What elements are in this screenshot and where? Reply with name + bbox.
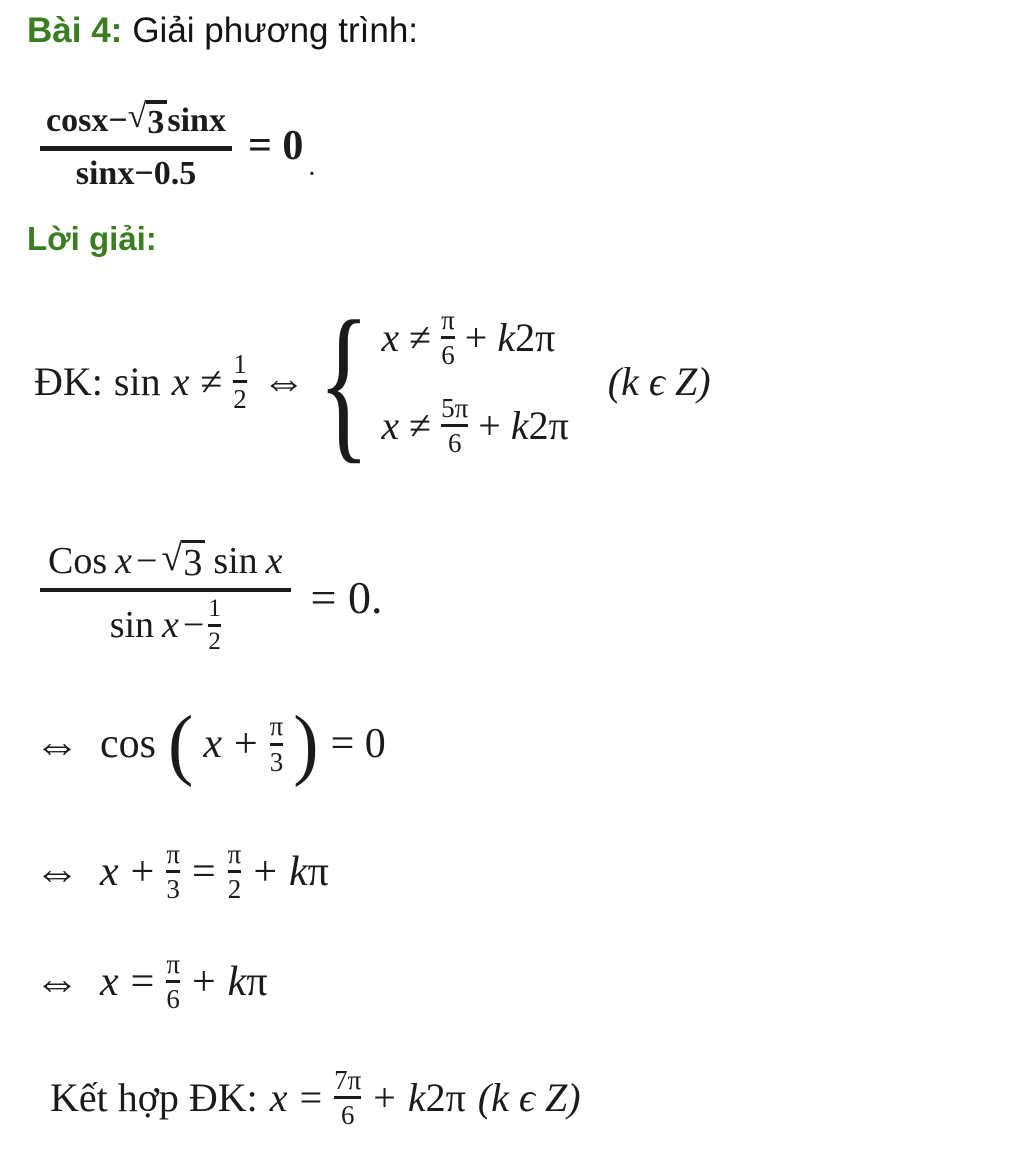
fraction-pi-2: $\frac{\pi}{2}$ <box>227 839 242 905</box>
equals-zero: = 0 <box>247 122 304 169</box>
case-1 <box>381 306 568 370</box>
k-in-z-domain: (k ϵ Z) <box>607 359 711 405</box>
not-equal-sign: ≠ <box>409 315 432 361</box>
fraction-numerator: cosx− √ 3 sinx <box>46 98 226 141</box>
plus-sign: + <box>373 1075 396 1121</box>
solution-heading: Lời giải: <box>27 220 157 257</box>
plus-sign: + <box>253 848 277 895</box>
problem-title: Giải phương trình: <box>132 11 419 50</box>
case-2 <box>381 394 568 458</box>
variable-x: x <box>100 958 119 1005</box>
kpi-term: k π <box>227 958 268 1005</box>
equals-sign: = <box>130 958 155 1005</box>
fraction-pi-3: $\frac{\pi}{3}$ <box>269 711 284 777</box>
minus-sign: − <box>136 540 158 582</box>
variable-x: x <box>265 540 283 582</box>
variable-x: x <box>115 540 133 582</box>
radical-sign: √ <box>161 537 183 579</box>
fraction-denominator: sin x − $\frac{1}{2}$ <box>109 594 221 656</box>
variable-x: x <box>203 721 222 767</box>
minus-sign: − <box>182 603 205 646</box>
problem-heading <box>27 10 418 52</box>
solution-step-1 <box>34 699 386 789</box>
k2pi-term: k 2π <box>497 315 556 361</box>
fraction-pi-6: $\frac{\pi}{6}$ <box>166 949 180 1015</box>
fraction-one-half: $\frac{1}{2}$ <box>233 348 247 415</box>
sqrt-expression: √ 3 <box>161 540 205 584</box>
sin-token: sin <box>113 359 161 405</box>
conclusion-line <box>50 1066 581 1130</box>
left-paren: ( <box>168 699 194 789</box>
plus-sign: + <box>478 403 501 449</box>
fraction-one-half: $\frac{1}{2}$ <box>208 594 221 656</box>
variable-x: x <box>100 848 119 895</box>
right-paren: ) <box>293 699 319 789</box>
iff-arrow: ⇔ <box>261 357 306 407</box>
variable-x: x <box>381 315 400 361</box>
not-equal-sign: ≠ <box>409 403 432 449</box>
k2pi-term: k 2π <box>407 1075 466 1121</box>
variable-x: x <box>381 403 400 449</box>
conclusion-label: Kết hợp ĐK: <box>50 1075 258 1121</box>
not-equal-sign: ≠ <box>200 359 223 405</box>
fraction <box>40 100 232 191</box>
period: . <box>309 158 315 181</box>
condition-label: ĐK: <box>34 359 103 405</box>
fraction-pi-6: $\frac{\pi}{6}$ <box>441 305 455 371</box>
iff-arrow: ⇔ <box>34 846 80 898</box>
rewritten-equation <box>40 537 383 656</box>
problem-number-label: Bài 4: <box>27 11 123 50</box>
fraction-numerator: Cos x − √ 3 sin x <box>48 537 283 584</box>
cases-brace: { <box>317 284 370 478</box>
fraction-bar <box>40 146 232 151</box>
iff-arrow: ⇔ <box>34 956 80 1008</box>
fraction-5pi-6: $\frac{5\pi}{6}$ <box>441 392 469 459</box>
equals-sign: = <box>299 1075 323 1121</box>
k-in-z-domain: (k ϵ Z) <box>477 1075 581 1121</box>
fraction-bar <box>40 588 291 592</box>
solution-step-3 <box>34 950 268 1014</box>
cos-token: cos <box>100 721 156 767</box>
fraction-7pi-6: $\frac{7\pi}{6}$ <box>334 1065 362 1131</box>
fraction-denominator: sinx−0.5 <box>75 154 197 192</box>
solution-step-2 <box>34 840 329 904</box>
iff-arrow: ⇔ <box>34 718 80 770</box>
kpi-term: k π <box>289 848 329 895</box>
equals-zero: = 0. <box>310 572 383 624</box>
sqrt-expression: √ 3 <box>128 100 168 141</box>
condition-line <box>34 284 711 478</box>
plus-sign: + <box>130 848 155 895</box>
plus-sign: + <box>191 958 216 1005</box>
variable-x: x <box>171 359 190 405</box>
radical-sign: √ <box>127 98 147 135</box>
variable-x: x <box>269 1075 288 1121</box>
plus-sign: + <box>233 721 258 767</box>
fraction-pi-3: $\frac{\pi}{3}$ <box>166 839 180 905</box>
equals-sign: = <box>191 848 216 895</box>
cases-block <box>381 306 568 457</box>
variable-x: x <box>162 603 179 646</box>
equals-zero: = 0 <box>330 721 386 767</box>
k2pi-term: k 2π <box>510 403 569 449</box>
plus-sign: + <box>464 315 488 361</box>
problem-equation <box>40 100 314 191</box>
fraction <box>40 537 291 656</box>
